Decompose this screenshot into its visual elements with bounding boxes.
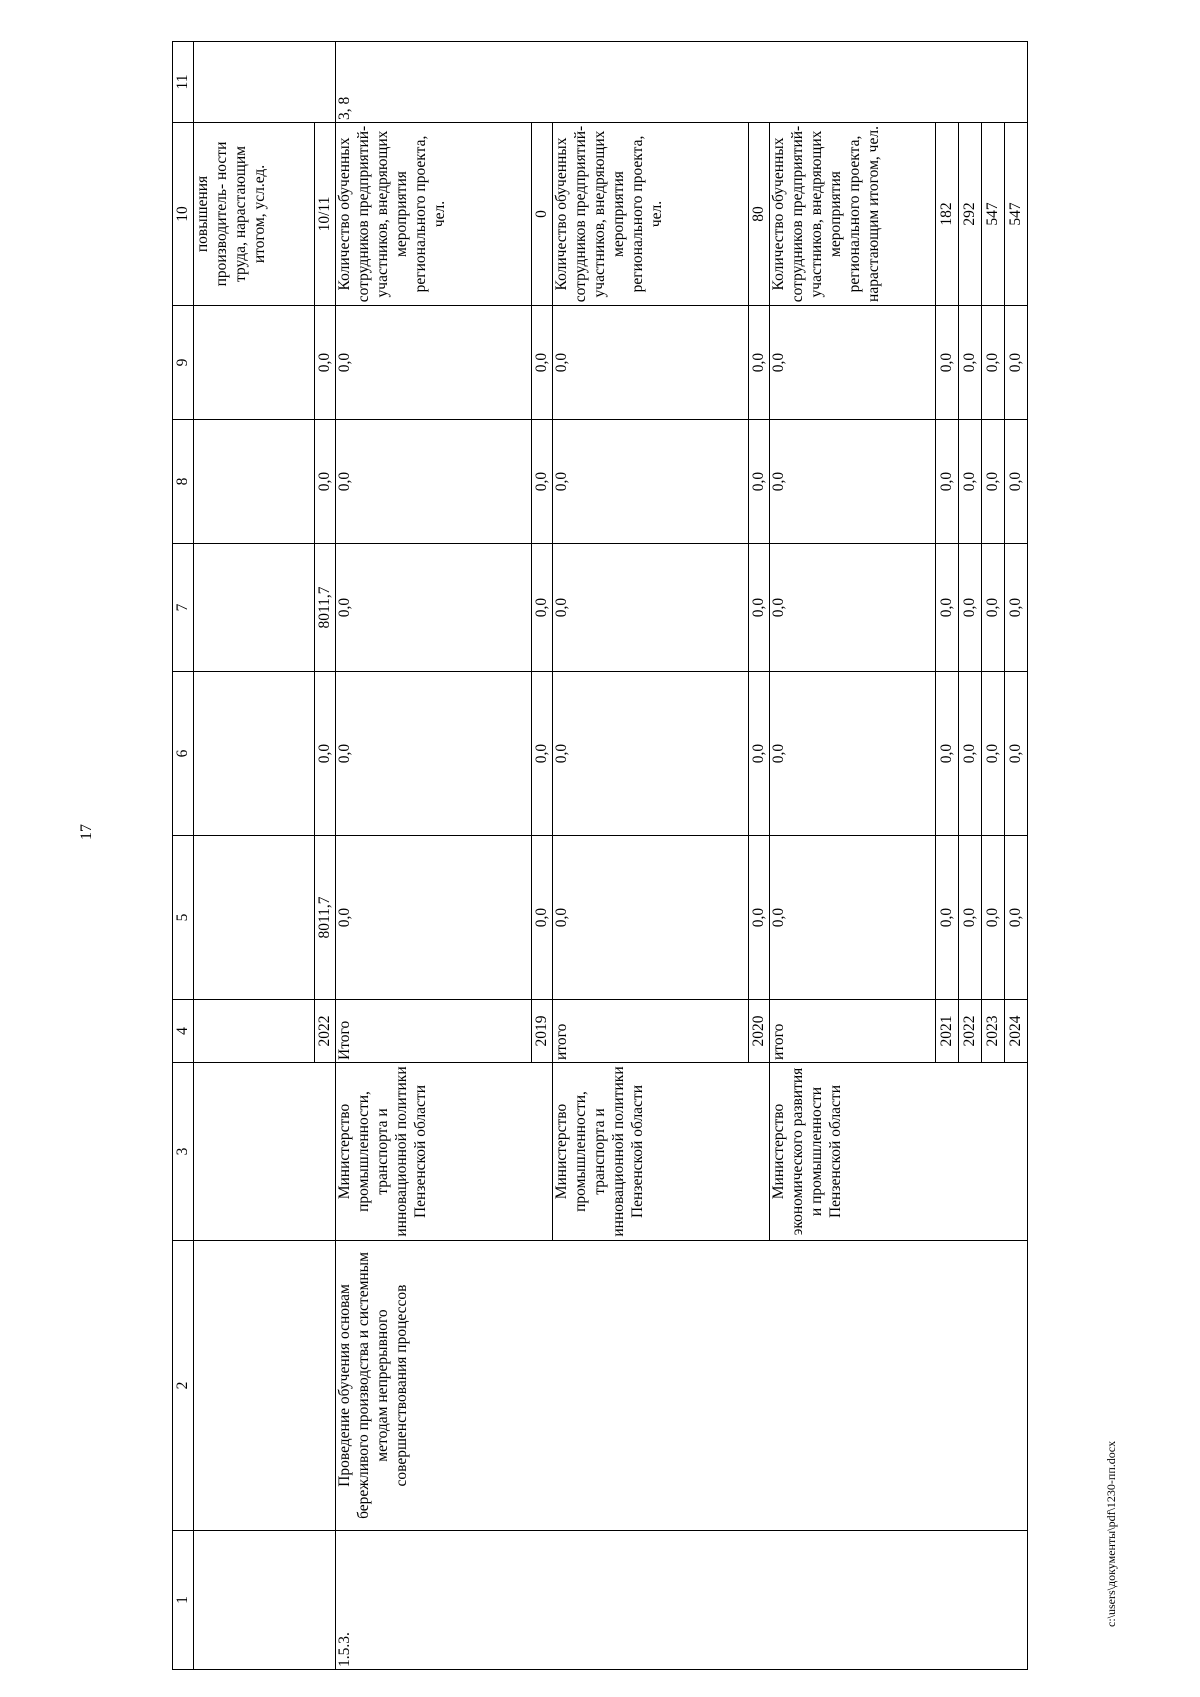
value-cell: 0,0 xyxy=(315,420,336,544)
value-cell: 0,0 xyxy=(749,544,770,672)
value-cell: 8011,7 xyxy=(315,836,336,1000)
continuation-cell-3 xyxy=(194,1063,336,1241)
value-cell: 0,0 xyxy=(770,306,936,420)
target-cell: 547 xyxy=(1005,123,1028,306)
continuation-row xyxy=(194,42,315,1670)
value-cell: 0,0 xyxy=(532,544,553,672)
header-col-7: 7 xyxy=(173,544,194,672)
target-cell: 80 xyxy=(749,123,770,306)
block3-indicator: Количество обученных сотрудников предприятий-участников, внедряющих мероприятия регионального проекта, нарастающим итогом, чел. xyxy=(770,123,936,306)
continuation-cell-1 xyxy=(194,1531,336,1670)
year-cell: 2023 xyxy=(982,1000,1005,1063)
value-cell: 0,0 xyxy=(553,306,749,420)
continuation-indicator: повышения производитель- ности труда, нарастающим итогом, усл.ед. xyxy=(194,123,315,306)
year-cell: 2022 xyxy=(959,1000,982,1063)
continuation-cell-9 xyxy=(194,306,315,420)
value-cell: 0,0 xyxy=(1005,544,1028,672)
block2-label: итого xyxy=(553,1000,749,1063)
continuation-cell-5 xyxy=(194,836,315,1000)
value-cell: 0,0 xyxy=(959,672,982,836)
block1-label: Итого xyxy=(336,1000,532,1063)
target-cell: 0 xyxy=(532,123,553,306)
value-cell: 0,0 xyxy=(770,420,936,544)
value-cell: 0,0 xyxy=(532,672,553,836)
value-cell: 0,0 xyxy=(532,306,553,420)
item-name: Проведение обучения основам бережливого производства и системным методам непрерывного совершенствования процессов xyxy=(336,1241,1028,1531)
target-cell: 182 xyxy=(936,123,959,306)
value-cell: 0,0 xyxy=(936,420,959,544)
value-cell: 0,0 xyxy=(749,306,770,420)
value-cell: 0,0 xyxy=(553,836,749,1000)
continuation-cell-8 xyxy=(194,420,315,544)
continuation-cell-2 xyxy=(194,1241,336,1531)
value-cell: 0,0 xyxy=(749,420,770,544)
value-cell: 0,0 xyxy=(1005,672,1028,836)
value-cell: 0,0 xyxy=(936,672,959,836)
document-table-rotated xyxy=(172,42,1080,1670)
value-cell: 0,0 xyxy=(336,836,532,1000)
value-cell: 0,0 xyxy=(749,672,770,836)
value-cell: 0,0 xyxy=(315,306,336,420)
target-cell: 10/11 xyxy=(315,123,336,306)
header-col-9: 9 xyxy=(173,306,194,420)
value-cell: 0,0 xyxy=(959,836,982,1000)
value-cell: 0,0 xyxy=(770,836,936,1000)
header-col-3: 3 xyxy=(173,1063,194,1241)
value-cell: 0,0 xyxy=(1005,420,1028,544)
value-cell: 0,0 xyxy=(1005,836,1028,1000)
header-row xyxy=(173,42,194,1670)
value-cell: 0,0 xyxy=(959,544,982,672)
value-cell: 0,0 xyxy=(553,672,749,836)
continuation-cell-6 xyxy=(194,672,315,836)
value-cell: 0,0 xyxy=(336,306,532,420)
item-col11: 3, 8 xyxy=(336,42,1028,123)
value-cell: 0,0 xyxy=(1005,306,1028,420)
value-cell: 0,0 xyxy=(749,836,770,1000)
item-number: 1.5.3. xyxy=(336,1531,1028,1670)
value-cell: 8011,7 xyxy=(315,544,336,672)
year-cell: 2022 xyxy=(315,1000,336,1063)
value-cell: 0,0 xyxy=(553,420,749,544)
value-cell: 0,0 xyxy=(982,420,1005,544)
value-cell: 0,0 xyxy=(936,836,959,1000)
block2-ministry: Министерство промышленности, транспорта и инновационной политики Пензенской области xyxy=(553,1063,770,1241)
header-col-10: 10 xyxy=(173,123,194,306)
block3-ministry: Министерство экономического развития и промышленности Пензенской области xyxy=(770,1063,1028,1241)
block1-indicator: Количество обученных сотрудников предприятий-участников, внедряющих мероприятия регионального проекта, чел. xyxy=(336,123,532,306)
header-col-4: 4 xyxy=(173,1000,194,1063)
value-cell: 0,0 xyxy=(553,544,749,672)
year-cell: 2019 xyxy=(532,1000,553,1063)
value-cell: 0,0 xyxy=(959,420,982,544)
footer-file-path: c:\users\документы\pdf\1230-пп.docx xyxy=(1104,1440,1118,1627)
value-cell: 0,0 xyxy=(936,544,959,672)
header-col-8: 8 xyxy=(173,420,194,544)
block1-ministry: Министерство промышленности, транспорта и инновационной политики Пензенской области xyxy=(336,1063,553,1241)
continuation-cell-4 xyxy=(194,1000,315,1063)
value-cell: 0,0 xyxy=(770,672,936,836)
header-col-1: 1 xyxy=(173,1531,194,1670)
page-number: 17 xyxy=(78,824,95,840)
block3-label: итого xyxy=(770,1000,936,1063)
value-cell: 0,0 xyxy=(936,306,959,420)
continuation-cell-7 xyxy=(194,544,315,672)
value-cell: 0,0 xyxy=(532,420,553,544)
value-cell: 0,0 xyxy=(315,672,336,836)
header-col-11: 11 xyxy=(173,42,194,123)
target-cell: 292 xyxy=(959,123,982,306)
continuation-cell-11 xyxy=(194,42,336,123)
block1-total-row xyxy=(336,42,532,1670)
target-cell: 547 xyxy=(982,123,1005,306)
year-cell: 2024 xyxy=(1005,1000,1028,1063)
value-cell: 0,0 xyxy=(532,836,553,1000)
value-cell: 0,0 xyxy=(982,836,1005,1000)
year-cell: 2021 xyxy=(936,1000,959,1063)
measures-table xyxy=(172,41,1028,1670)
header-col-2: 2 xyxy=(173,1241,194,1531)
block2-indicator: Количество обученных сотрудников предприятий-участников, внедряющих мероприятия регионального проекта, чел. xyxy=(553,123,749,306)
year-cell: 2020 xyxy=(749,1000,770,1063)
value-cell: 0,0 xyxy=(336,420,532,544)
value-cell: 0,0 xyxy=(982,672,1005,836)
value-cell: 0,0 xyxy=(982,306,1005,420)
value-cell: 0,0 xyxy=(770,544,936,672)
value-cell: 0,0 xyxy=(959,306,982,420)
header-col-6: 6 xyxy=(173,672,194,836)
value-cell: 0,0 xyxy=(336,544,532,672)
value-cell: 0,0 xyxy=(982,544,1005,672)
value-cell: 0,0 xyxy=(336,672,532,836)
header-col-5: 5 xyxy=(173,836,194,1000)
